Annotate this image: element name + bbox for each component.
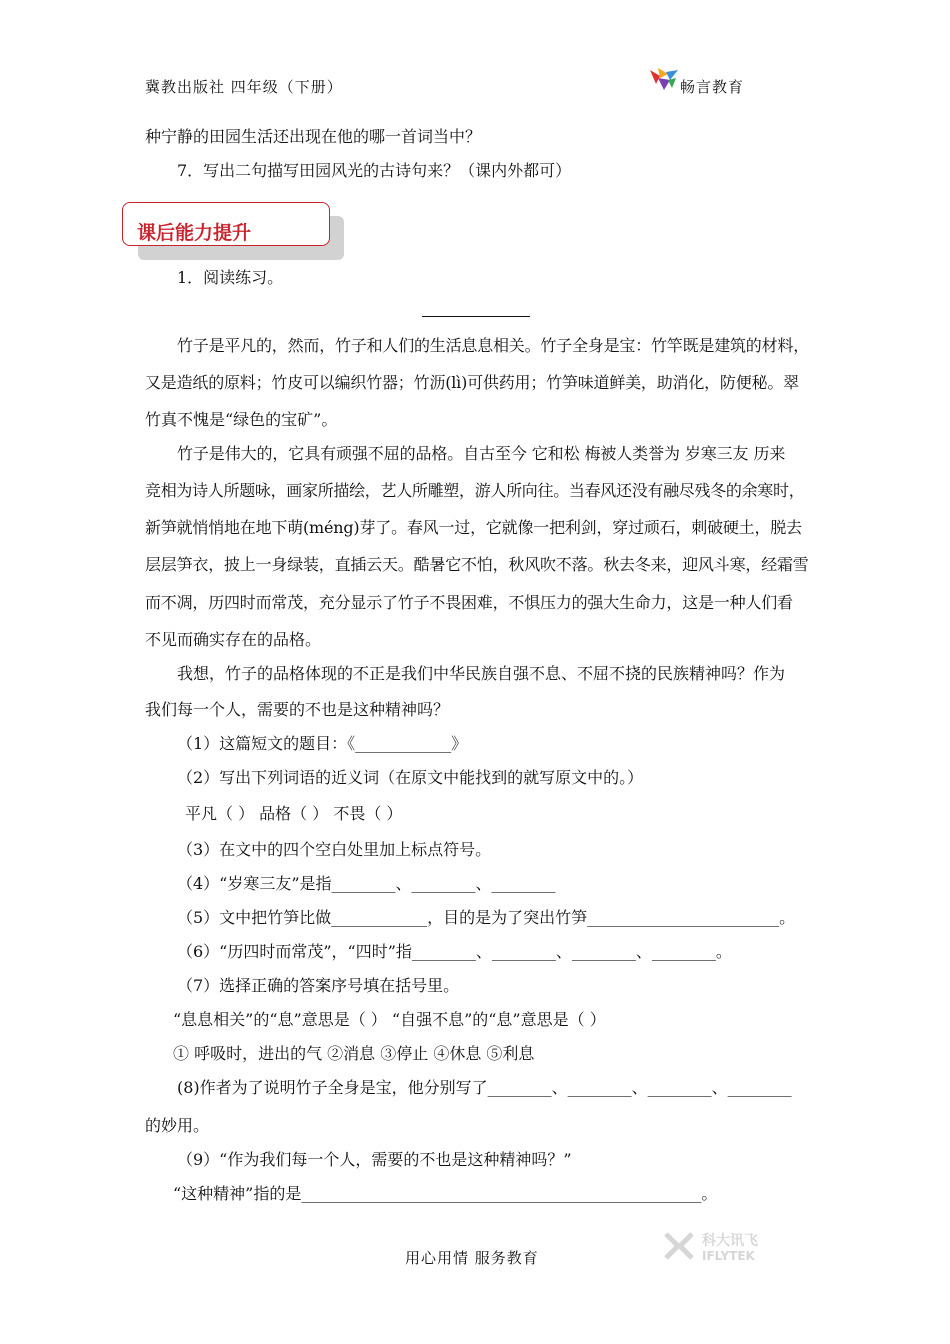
question-8-continued: 的妙用。 xyxy=(145,1116,210,1135)
passage-line: 竹子是平凡的，然而，竹子和人们的生活息息相关。竹子全身是宝：竹竿既是建筑的材料， xyxy=(177,336,810,355)
question-7-options: ① 呼吸时，进出的气 ②消息 ③停止 ④休息 ⑤利息 xyxy=(173,1044,535,1063)
question-8: (8)作者为了说明竹子全身是宝，他分别写了________、________、________、________ xyxy=(177,1078,792,1097)
question-6-continued: 种宁静的田园生活还出现在他的哪一首词当中？ xyxy=(145,127,482,146)
passage-line: 又是造纸的原料；竹皮可以编织竹器；竹沥(lì)可供药用；竹笋味道鲜美，助消化，防便秘。翠 xyxy=(145,373,799,392)
passage-line: 不见而确实存在的品格。 xyxy=(145,630,322,649)
question-6: （6）“历四时而常茂”，“四时”指________、________、________、________。 xyxy=(177,942,732,961)
footer-slogan: 用心用情 服务教育 xyxy=(405,1249,539,1267)
question-2: （2）写出下列词语的近义词（在原文中能找到的就写原文中的。） xyxy=(177,768,644,787)
question-3: （3）在文中的四个空白处里加上标点符号。 xyxy=(177,840,492,859)
passage-line: 竹子是伟大的，它具有顽强不屈的品格。自古至今 它和松 梅被人类誉为 岁寒三友 历来 xyxy=(177,444,786,463)
publisher-header: 冀教出版社 四年级（下册） xyxy=(145,78,343,96)
question-9-answer: “这种精神”指的是__________________________________________________。 xyxy=(173,1184,718,1203)
passage-line: 我们每一个人，需要的不也是这种精神吗？ xyxy=(145,700,450,719)
passage-line: 而不凋，历四时而常茂，充分显示了竹子不畏困难，不惧压力的强大生命力，这是一种人们看 xyxy=(145,593,793,612)
passage-line: 竞相为诗人所题咏，画家所描绘，艺人所雕塑，游人所向往。当春风还没有融尽残冬的余寒时， xyxy=(145,481,805,500)
logo-en: IFLYTEK xyxy=(702,1249,755,1263)
question-4: （4）“岁寒三友”是指________、________、________ xyxy=(177,874,556,893)
question-1: （1）这篇短文的题目：《____________》 xyxy=(177,734,468,753)
question-7-prompt: “息息相关”的“息”意思是（ ） “自强不息”的“息”意思是（ ） xyxy=(173,1010,606,1029)
question-2-words: 平凡（ ） 品格（ ） 不畏（ ） xyxy=(185,804,403,823)
passage-title-blank xyxy=(422,316,530,317)
passage-line: 新笋就悄悄地在地下萌(méng)芽了。春风一过，它就像一把利剑，穿过顽石，刺破硬土，脱去 xyxy=(145,518,802,537)
passage-line: 层层笋衣，披上一身绿装，直插云天。酷暑它不怕，秋风吹不落。秋去冬来，迎风斗寒，经霜雪 xyxy=(145,555,809,574)
section-title: 课后能力提升 xyxy=(137,222,252,244)
brand-name: 畅言教育 xyxy=(680,78,745,96)
iflytek-logo-icon xyxy=(662,1228,792,1264)
changyan-logo-icon xyxy=(646,66,682,94)
passage-line: 我想，竹子的品格体现的不正是我们中华民族自强不息、不屈不挠的民族精神吗？作为 xyxy=(177,664,786,683)
passage-line: 竹真不愧是“绿色的宝矿”。 xyxy=(145,410,338,429)
question-7: （7）选择正确的答案序号填在括号里。 xyxy=(177,976,460,995)
logo-cn: 科大讯飞 xyxy=(702,1233,758,1249)
question-5: （5）文中把竹笋比做____________，目的是为了突出竹笋________________________。 xyxy=(177,908,796,927)
question-7: 7．写出二句描写田园风光的古诗句来？（课内外都可） xyxy=(177,161,572,180)
question-9: （9）“作为我们每一个人，需要的不也是这种精神吗？” xyxy=(177,1150,572,1169)
exercise-label: 1．阅读练习。 xyxy=(177,268,284,287)
